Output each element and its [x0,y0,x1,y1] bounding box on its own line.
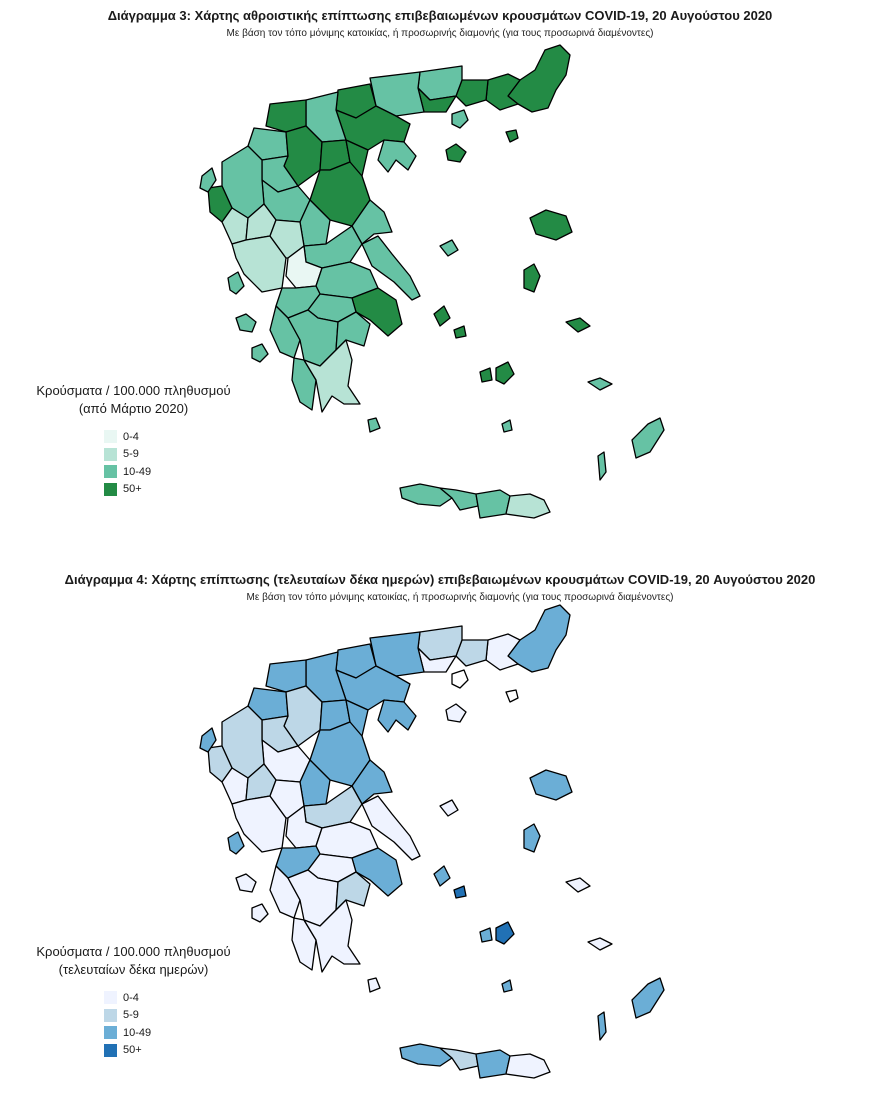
legend-title-line: (από Μάρτιο 2020) [78,401,189,416]
island-karpathos [598,452,606,480]
legend-title-line: (τελευταίων δέκα ημερών) [58,962,209,977]
island-samothraki [506,130,518,142]
island-skyros [440,240,458,256]
legend-label: 10-49 [123,465,152,478]
legend-label: 50+ [123,1044,142,1057]
island-santorini [502,980,512,992]
island-karpathos [598,1012,606,1040]
island-paros [480,368,492,382]
legend-label: 5-9 [123,1009,139,1022]
island-lemnos [446,704,466,722]
region-chalkidiki [378,140,416,172]
legend-item [104,989,256,1007]
legend-item [104,463,256,481]
legend-swatch [104,1009,117,1022]
island-samos [566,878,590,892]
island-rhodes [632,418,664,458]
island-naxos [496,362,514,384]
legend-swatch [104,1044,117,1057]
region-chania [400,1044,452,1066]
island-lesvos [530,770,572,800]
map-regions [200,605,664,1078]
legend-title [16,382,251,418]
legend-label: 10-49 [123,1026,152,1039]
legend-item [104,1042,256,1060]
legend-items [104,428,256,498]
island-paros [480,928,492,942]
island-lemnos [446,144,466,162]
island-lefkada [228,832,244,854]
island-lefkada [228,272,244,294]
island-tinos [454,886,466,898]
island-rhodes [632,978,664,1018]
island-thasos [452,110,468,128]
region-chania [400,484,452,506]
legend-swatch [104,430,117,443]
legend-item [104,1007,256,1025]
legend-swatch [104,448,117,461]
legend-swatch [104,483,117,496]
map-regions [200,45,664,518]
legend-item [104,446,256,464]
legend-label: 0-4 [123,991,139,1004]
legend-label: 5-9 [123,448,139,461]
island-thasos [452,670,468,688]
figure-subtitle: Με βάση τον τόπο μόνιμης κατοικίας, ή προσωρινής διαμονής (για τους προσωρινά διαμένοντες) [226,28,654,39]
legend-title-line: Κρούσματα / 100.000 πληθυσμού [36,944,231,959]
island-kythira [368,978,380,992]
legend-swatch [104,465,117,478]
figure-title: Διάγραμμα 4: Χάρτης επίπτωσης (τελευταίων δέκα ημερών) επιβεβαιωμένων κρουσμάτων COVID-19, 20 Αυγούστου 2020 [64,572,816,587]
legend-title [16,943,251,979]
legend-item [104,481,256,499]
island-andros [434,866,450,886]
island-naxos [496,922,514,944]
region-lasithi [506,494,550,518]
legend-swatch [104,1026,117,1039]
cumulative-incidence-map-figure [0,0,880,548]
ten-day-incidence-map-figure [0,560,880,1097]
legend-items [104,989,256,1059]
island-kefalonia [236,874,256,892]
legend-item [104,1024,256,1042]
map-legend [16,382,256,498]
region-heraklion [476,490,510,518]
island-kos [588,378,612,390]
island-samos [566,318,590,332]
island-santorini [502,420,512,432]
island-kythira [368,418,380,432]
legend-title-line: Κρούσματα / 100.000 πληθυσμού [36,383,231,398]
legend-swatch [104,991,117,1004]
region-heraklion [476,1050,510,1078]
island-andros [434,306,450,326]
island-zakynthos [252,904,268,922]
island-zakynthos [252,344,268,362]
island-kefalonia [236,314,256,332]
island-tinos [454,326,466,338]
island-skyros [440,800,458,816]
island-samothraki [506,690,518,702]
island-chios [524,824,540,852]
map-legend [16,943,256,1059]
island-kos [588,938,612,950]
legend-item [104,428,256,446]
figure-subtitle: Με βάση τον τόπο μόνιμης κατοικίας, ή προσωρινής διαμονής (για τους προσωρινά διαμένοντες) [246,592,674,603]
region-lasithi [506,1054,550,1078]
island-lesvos [530,210,572,240]
region-chalkidiki [378,700,416,732]
figure-title: Διάγραμμα 3: Χάρτης αθροιστικής επίπτωσης επιβεβαιωμένων κρουσμάτων COVID-19, 20 Αυγούστου 2020 [107,8,773,23]
island-chios [524,264,540,292]
legend-label: 0-4 [123,430,139,443]
legend-label: 50+ [123,483,142,496]
